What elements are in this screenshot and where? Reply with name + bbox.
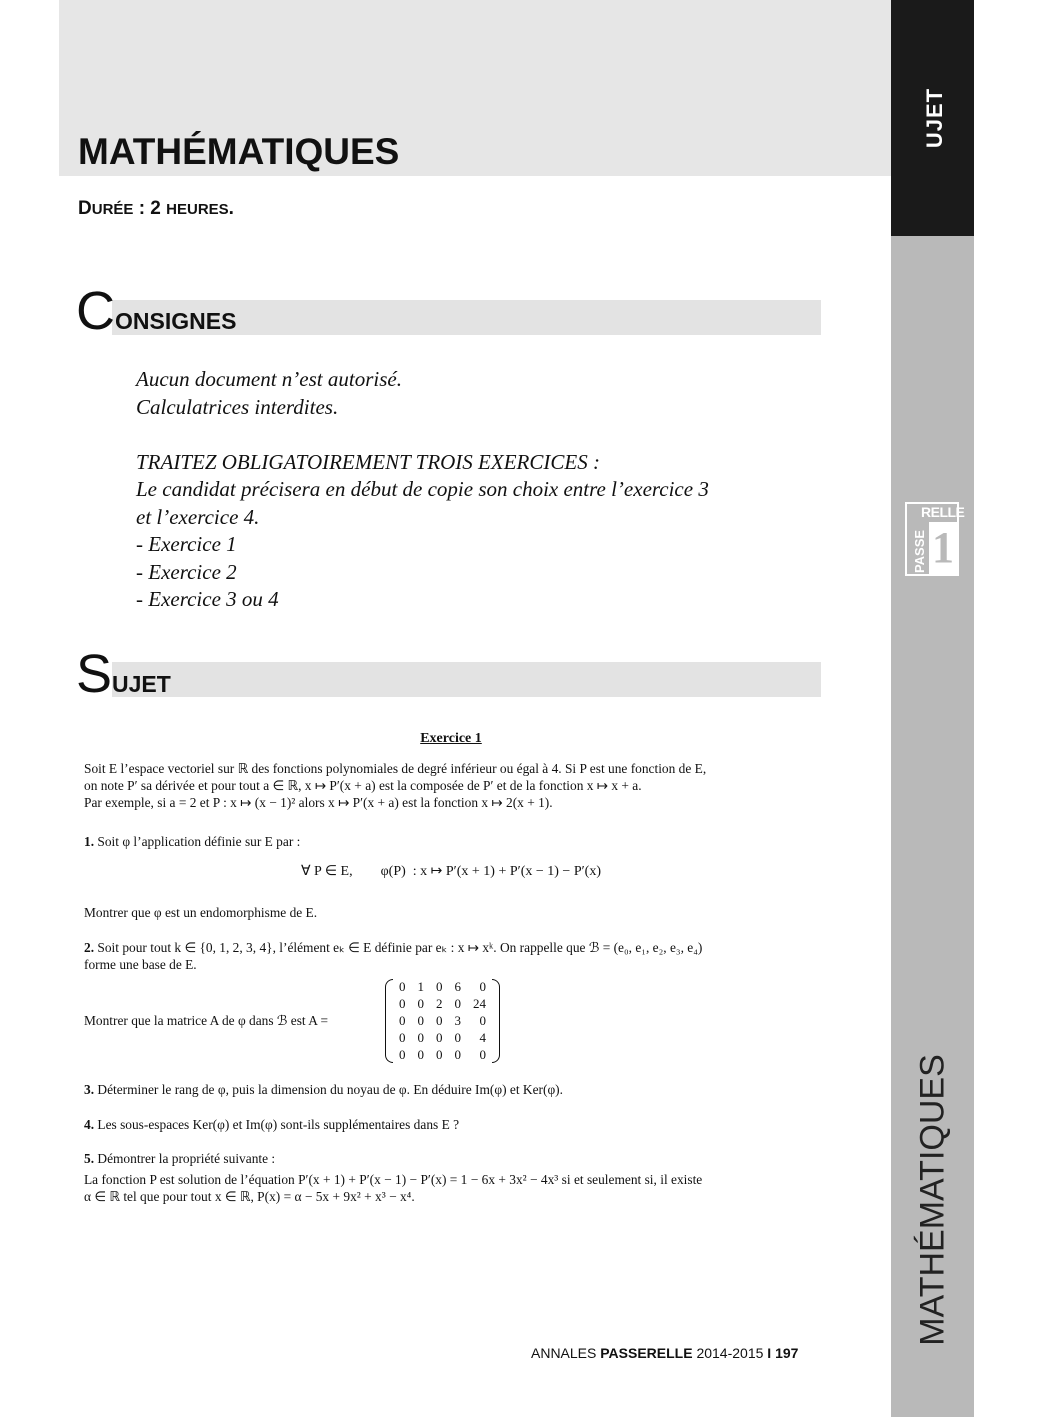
- consignes-line: TRAITEZ OBLIGATOIREMENT TROIS EXERCICES :: [136, 449, 600, 474]
- matrix-cell: 2: [436, 996, 443, 1011]
- question-4: [84, 1116, 821, 1133]
- intro-line: on note P′ sa dérivée et pour tout a ∈ ℝ, x ↦ P′(x + a) est la composée de P′ et de la fonction x ↦ x + a.: [84, 778, 642, 793]
- matrix-cell: 0: [417, 1030, 424, 1045]
- question-text: Soit φ l’application définie sur E par :: [94, 834, 301, 849]
- question-1: [84, 833, 821, 850]
- sidebar-label-big: S: [1022, 102, 1044, 135]
- page-number: 197: [771, 1345, 799, 1361]
- matrix-cell: 0: [399, 1030, 406, 1045]
- question-text: Démontrer la propriété suivante :: [94, 1151, 276, 1166]
- footer-prefix: ANNALES: [531, 1345, 601, 1361]
- question-text: La fonction P est solution de l’équation P′(x + 1) + P′(x − 1) − P′(x) = 1 − 6x + 3x² − 4x³ si et seulement si, il existe: [84, 1172, 703, 1187]
- matrix-right-paren: [492, 979, 500, 1063]
- passerelle-logo: [905, 502, 965, 576]
- footer-brand: PASSERELLE: [600, 1345, 693, 1361]
- question-text: forme une base de E.: [84, 957, 197, 972]
- matrix-cell: 0: [417, 996, 424, 1011]
- logo-number: 1: [929, 522, 957, 574]
- matrix-cell: 0: [399, 1013, 406, 1028]
- matrix-cell: 0: [399, 996, 406, 1011]
- question-3: [84, 1081, 821, 1098]
- question-number: 5.: [84, 1151, 95, 1166]
- duration-value: : 2: [133, 198, 167, 219]
- duration-prefix-big: D: [78, 198, 92, 219]
- consignes-heading: [76, 280, 236, 342]
- matrix-cell: 0: [417, 1013, 424, 1028]
- sidebar-subject-text: MATHÉMATIQUES: [913, 1054, 951, 1346]
- exercise-title: Exercice 1: [420, 731, 482, 746]
- question-text: α ∈ ℝ tel que pour tout x ∈ ℝ, P(x) = α − 5x + 9x² + x³ − x⁴.: [84, 1189, 415, 1204]
- matrix-cell: 0: [479, 979, 486, 994]
- question-1-show: Montrer que φ est un endomorphisme de E.: [84, 905, 318, 920]
- consignes-line: Calculatrices interdites.: [136, 394, 339, 419]
- matrix-cell: 0: [479, 1013, 486, 1028]
- matrix-A: [385, 978, 500, 1063]
- sidebar-subject-label: [891, 1040, 974, 1360]
- consignes-line: et l’exercice 4.: [136, 504, 260, 529]
- consignes-heading-small: ONSIGNES: [115, 308, 237, 334]
- sujet-band: [112, 662, 821, 697]
- duration-prefix-small: URÉE: [91, 201, 134, 218]
- matrix-cell: 0: [436, 1047, 443, 1062]
- page-title: MATHÉMATIQUES: [78, 131, 400, 172]
- consignes-line: - Exercice 2: [136, 559, 237, 584]
- matrix-cell: 0: [436, 1030, 443, 1045]
- matrix-cell: 0: [417, 1047, 424, 1062]
- consignes-line: Aucun document n’est autorisé.: [136, 367, 402, 391]
- matrix-cell: 24: [473, 996, 486, 1011]
- matrix-table: [393, 978, 492, 1063]
- duration-line: [78, 198, 234, 220]
- question-number: 1.: [84, 834, 95, 849]
- matrix-cell: 0: [436, 979, 443, 994]
- matrix-cell: 4: [479, 1030, 486, 1045]
- question-1-formula: ∀ P ∈ E, φ(P) : x ↦ P′(x + 1) + P′(x − 1) − P′(x): [300, 864, 601, 879]
- matrix-cell: 0: [479, 1047, 486, 1062]
- footer-separator: I: [767, 1345, 772, 1361]
- matrix-cell: 0: [436, 1013, 443, 1028]
- intro-line: Par exemple, si a = 2 et P : x ↦ (x − 1)² alors x ↦ P′(x + a) est la fonction x ↦ 2(x + 1).: [84, 795, 553, 810]
- question-text: Soit pour tout k ∈ {0, 1, 2, 3, 4}, l’élément eₖ ∈ E définie par eₖ : x ↦ xᵏ. On rappelle que ℬ = (e₀, e₁, e₂, e₃, e₄): [94, 940, 703, 955]
- consignes-line: Le candidat précisera en début de copie son choix entre l’exercice 3: [136, 477, 709, 501]
- question-text: Les sous-espaces Ker(φ) et Im(φ) sont-ils supplémentaires dans E ?: [94, 1117, 460, 1132]
- logo-text-side: PASSE: [912, 529, 928, 574]
- matrix-cell: 0: [454, 1047, 461, 1062]
- consignes-line: - Exercice 1: [136, 532, 237, 556]
- consignes-body: [136, 366, 709, 614]
- intro-line: Soit E l’espace vectoriel sur ℝ des fonctions polynomiales de degré inférieur ou égal à 4. Si P est une fonction de E,: [84, 761, 707, 776]
- footer-years: 2014-2015: [692, 1345, 768, 1361]
- question-5: [84, 1150, 821, 1205]
- matrix-label: Montrer que la matrice A de φ dans ℬ est A =: [84, 1013, 329, 1028]
- question-2: [84, 939, 821, 973]
- sujet-heading: [76, 643, 171, 705]
- consignes-line: - Exercice 3 ou 4: [136, 587, 279, 611]
- sidebar-label-small: UJET: [921, 87, 947, 149]
- sujet-heading-small: UJET: [112, 671, 171, 697]
- matrix-cell: 3: [454, 1013, 461, 1028]
- exercise-intro: [84, 760, 821, 811]
- logo-text-top: RELLE: [921, 504, 965, 520]
- page-footer: [531, 1345, 798, 1361]
- question-number: 3.: [84, 1082, 95, 1097]
- sujet-heading-big: S: [76, 644, 113, 704]
- matrix-left-paren: [385, 979, 393, 1063]
- sidebar-section-label: [891, 0, 1044, 236]
- matrix-cell: 1: [417, 979, 424, 994]
- question-number: 2.: [84, 940, 95, 955]
- matrix-cell: 0: [454, 1030, 461, 1045]
- question-number: 4.: [84, 1117, 95, 1132]
- duration-unit: HEURES: [166, 201, 229, 218]
- consignes-line: [136, 421, 709, 449]
- matrix-cell: 6: [454, 979, 461, 994]
- matrix-cell: 0: [399, 1047, 406, 1062]
- consignes-heading-big: C: [76, 281, 115, 341]
- matrix-cell: 0: [454, 996, 461, 1011]
- matrix-cell: 0: [399, 979, 406, 994]
- duration-end: .: [228, 198, 234, 219]
- question-text: Déterminer le rang de φ, puis la dimension du noyau de φ. En déduire Im(φ) et Ker(φ).: [94, 1082, 563, 1097]
